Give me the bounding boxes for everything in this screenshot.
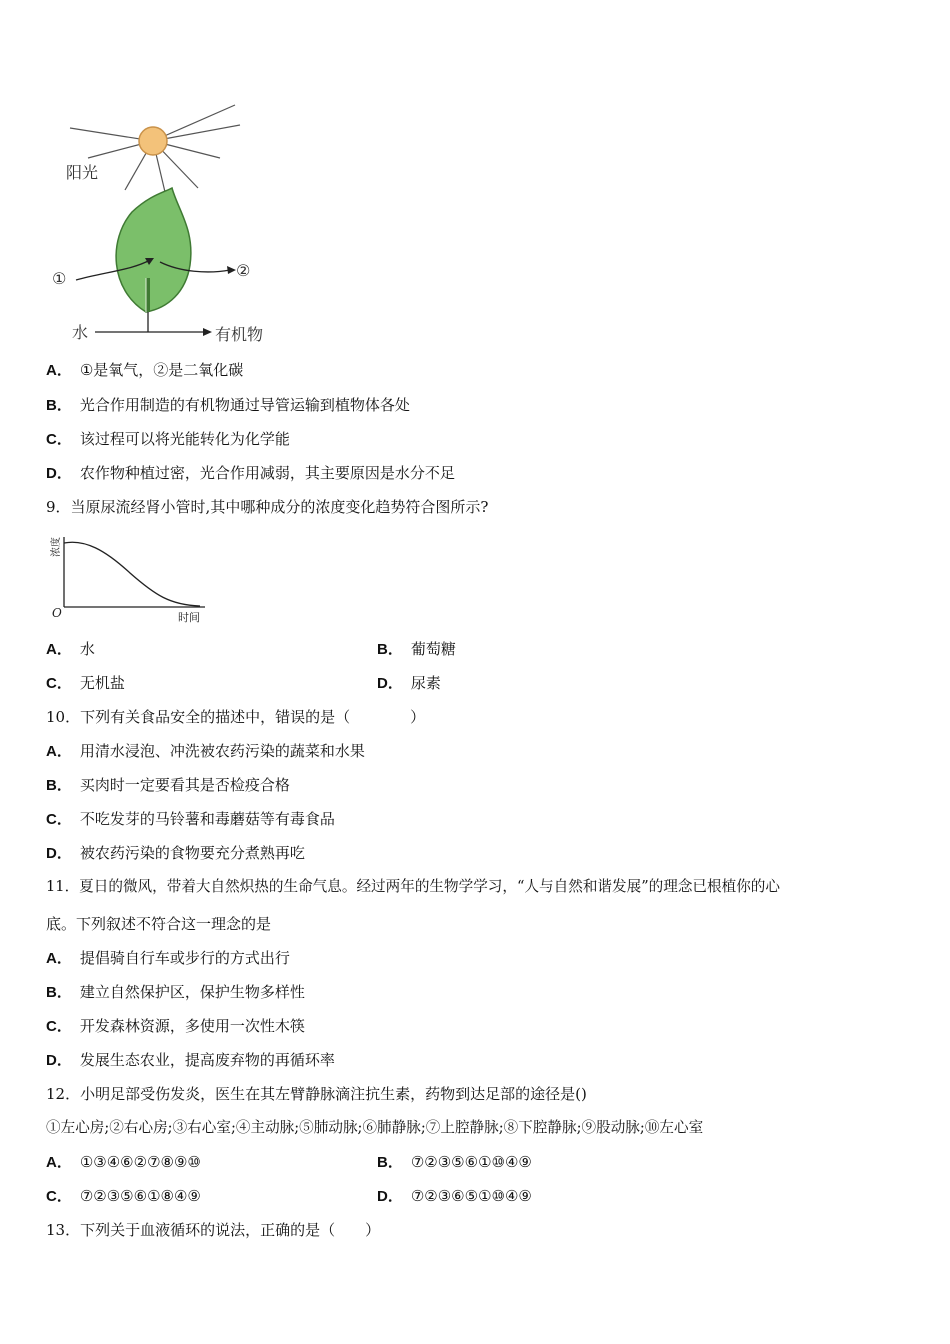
q12-option-a[interactable]: A． ①③④⑥②⑦⑧⑨⑩ (46, 1153, 201, 1171)
q12-option-c[interactable]: C． ⑦②③⑤⑥①⑧④⑨ (46, 1187, 201, 1205)
q9-option-d[interactable]: D． 尿素 (377, 674, 441, 692)
q9-option-c[interactable]: C． 无机盐 (46, 674, 125, 692)
concentration-curve (64, 542, 200, 606)
output-label: ② (236, 261, 251, 280)
sun-icon (139, 127, 167, 155)
q12-option-b[interactable]: B． ⑦②③⑤⑥①⑩④⑨ (377, 1153, 532, 1171)
q9-stem: 9．当原尿流经肾小管时,其中哪种成分的浓度变化趋势符合图所示? (46, 498, 489, 516)
q11-option-c[interactable]: C． 开发森林资源，多使用一次性木筷 (46, 1017, 305, 1035)
q11-option-d[interactable]: D． 发展生态农业，提高废弃物的再循环率 (46, 1051, 335, 1069)
chart-xlabel: 时间 (178, 611, 200, 624)
q8-option-c[interactable]: C． 该过程可以将光能转化为化学能 (46, 430, 290, 448)
q13-stem: 13．下列关于血液循环的说法，正确的是（ ） (46, 1221, 381, 1239)
water-label: 水 (72, 323, 89, 342)
chart-origin: O (52, 606, 62, 620)
q12-option-d[interactable]: D． ⑦②③⑥⑤①⑩④⑨ (377, 1187, 532, 1205)
q8-option-b[interactable]: B． 光合作用制造的有机物通过导管运输到植物体各处 (46, 396, 410, 414)
q11-stem-line1: 11．夏日的微风，带着大自然炽热的生命气息。经过两年的生物学学习，“人与自然和谐发展”的理念已根植你的心 (46, 878, 780, 895)
q11-option-b[interactable]: B． 建立自然保护区，保护生物多样性 (46, 983, 305, 1001)
q11-stem-line2: 底。下列叙述不符合这一理念的是 (46, 915, 272, 933)
q9-option-b[interactable]: B． 葡萄糖 (377, 640, 456, 658)
q11-option-a[interactable]: A． 提倡骑自行车或步行的方式出行 (46, 949, 290, 967)
photosynthesis-diagram (50, 100, 280, 350)
q12-structure-list: ①左心房;②右心房;③右心室;④主动脉;⑤肺动脉;⑥肺静脉;⑦上腔静脉;⑧下腔静脉;⑨股动脉;⑩左心室 (46, 1119, 704, 1136)
q10-option-c[interactable]: C． 不吃发芽的马铃薯和毒蘑菇等有毒食品 (46, 810, 335, 828)
q12-stem: 12．小明足部受伤发炎，医生在其左臂静脉滴注抗生素，药物到达足部的途径是() (46, 1085, 587, 1103)
q8-option-d[interactable]: D． 农作物种植过密，光合作用减弱，其主要原因是水分不足 (46, 464, 455, 482)
q10-option-b[interactable]: B． 买肉时一定要看其是否检疫合格 (46, 776, 290, 794)
q10-option-d[interactable]: D． 被农药污染的食物要充分煮熟再吃 (46, 844, 305, 862)
sun-label: 阳光 (66, 163, 99, 182)
chart-ylabel: 浓度 (51, 537, 62, 557)
concentration-chart (40, 525, 215, 625)
input-label: ① (52, 269, 67, 288)
q9-option-a[interactable]: A． 水 (46, 640, 95, 658)
q8-option-a[interactable]: A． ①是氧气，②是二氧化碳 (46, 361, 244, 379)
q10-option-a[interactable]: A． 用清水浸泡、冲洗被农药污染的蔬菜和水果 (46, 742, 365, 760)
leaf-icon (116, 188, 191, 312)
q10-stem: 10．下列有关食品安全的描述中，错误的是（ ） (46, 708, 426, 726)
organic-label: 有机物 (215, 325, 264, 344)
